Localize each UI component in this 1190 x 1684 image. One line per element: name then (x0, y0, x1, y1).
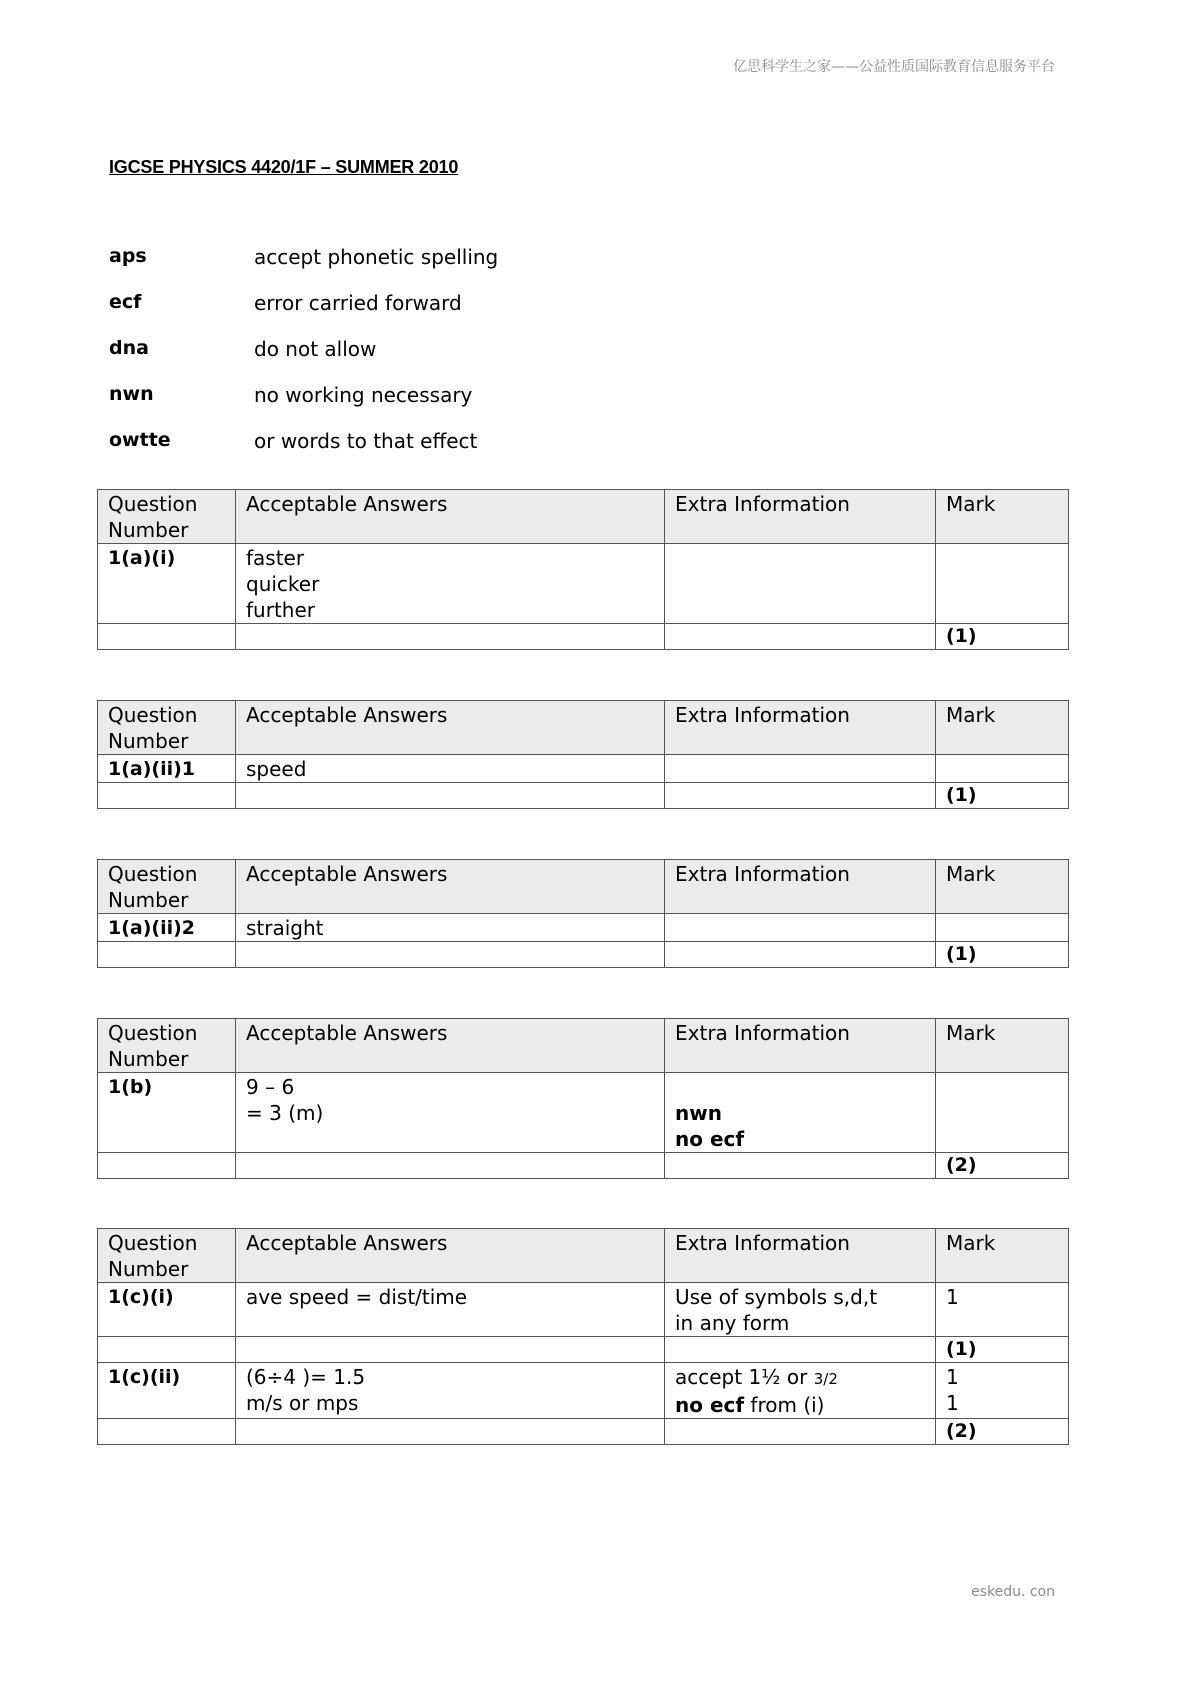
page-title: IGCSE PHYSICS 4420/1F – SUMMER 2010 (109, 157, 459, 177)
abbreviation-key: owtte (109, 429, 171, 451)
total-row (98, 942, 1069, 968)
total-row (98, 783, 1069, 809)
table-row (98, 914, 1069, 942)
question-number: 1(c)(i) (98, 1283, 236, 1337)
abbreviation-key: dna (109, 337, 149, 359)
extra-information-header: Extra Information (665, 860, 936, 914)
mark-header: Mark (936, 860, 1069, 914)
total-mark: (1) (936, 783, 1069, 809)
acceptable-answers-header: Acceptable Answers (236, 860, 665, 914)
acceptable-answers: straight (236, 914, 665, 942)
question-number: 1(a)(ii)1 (98, 755, 236, 783)
table-header-row (98, 1019, 1069, 1073)
question-number-header: Question Number (98, 701, 236, 755)
question-number-header: Question Number (98, 860, 236, 914)
table-header-row (98, 1229, 1069, 1283)
abbreviation-key: ecf (109, 291, 142, 313)
question-number: 1(a)(ii)2 (98, 914, 236, 942)
abbreviation-row (109, 383, 809, 429)
extra-information: accept 1½ or 3/2 no ecf from (i) (665, 1363, 936, 1419)
total-row (98, 1153, 1069, 1179)
mark (936, 544, 1069, 624)
extra-information (665, 914, 936, 942)
mark: 1 (936, 1283, 1069, 1337)
acceptable-answers: faster quicker further (236, 544, 665, 624)
total-mark: (1) (936, 624, 1069, 650)
total-row (98, 1419, 1069, 1445)
abbreviation-row (109, 291, 809, 337)
abbreviation-meaning: accept phonetic spelling (254, 245, 499, 269)
acceptable-answers-header: Acceptable Answers (236, 1229, 665, 1283)
table-row (98, 544, 1069, 624)
total-mark: (1) (936, 1337, 1069, 1363)
mark-header: Mark (936, 490, 1069, 544)
mark-header: Mark (936, 1019, 1069, 1073)
mark-scheme-table-1c (97, 1228, 1069, 1445)
mark-scheme-table-1a-i (97, 489, 1069, 650)
mark (936, 914, 1069, 942)
extra-information-header: Extra Information (665, 1019, 936, 1073)
total-mark: (2) (936, 1153, 1069, 1179)
extra-information-header: Extra Information (665, 490, 936, 544)
abbreviation-meaning: do not allow (254, 337, 377, 361)
total-row (98, 1337, 1069, 1363)
mark-scheme-table-1a-ii-2 (97, 859, 1069, 968)
acceptable-answers-header: Acceptable Answers (236, 701, 665, 755)
abbreviation-list (109, 245, 809, 475)
abbreviation-row (109, 337, 809, 383)
extra-information-header: Extra Information (665, 1229, 936, 1283)
acceptable-answers-header: Acceptable Answers (236, 1019, 665, 1073)
extra-information: nwn no ecf (665, 1073, 936, 1153)
question-number: 1(a)(i) (98, 544, 236, 624)
question-number-header: Question Number (98, 490, 236, 544)
mark-scheme-table-1a-ii-1 (97, 700, 1069, 809)
abbreviation-meaning: or words to that effect (254, 429, 478, 453)
table-row (98, 1283, 1069, 1337)
extra-information-header: Extra Information (665, 701, 936, 755)
abbreviation-key: nwn (109, 383, 154, 405)
acceptable-answers: (6÷4 )= 1.5 m/s or mps (236, 1363, 665, 1419)
question-number: 1(c)(ii) (98, 1363, 236, 1419)
abbreviation-meaning: error carried forward (254, 291, 462, 315)
mark: 1 1 (936, 1363, 1069, 1419)
mark (936, 1073, 1069, 1153)
table-header-row (98, 490, 1069, 544)
acceptable-answers: speed (236, 755, 665, 783)
table-header-row (98, 701, 1069, 755)
abbreviation-key: aps (109, 245, 147, 267)
header-watermark: 亿思科学生之家——公益性质国际教育信息服务平台 (733, 59, 1055, 75)
mark-header: Mark (936, 1229, 1069, 1283)
mark-scheme-table-1b (97, 1018, 1069, 1179)
extra-information: Use of symbols s,d,t in any form (665, 1283, 936, 1337)
abbreviation-row (109, 245, 809, 291)
footer-watermark: eskedu. con (971, 1584, 1055, 1600)
extra-information (665, 544, 936, 624)
abbreviation-row (109, 429, 809, 475)
total-mark: (1) (936, 942, 1069, 968)
mark (936, 755, 1069, 783)
table-header-row (98, 860, 1069, 914)
acceptable-answers-header: Acceptable Answers (236, 490, 665, 544)
extra-information (665, 755, 936, 783)
question-number-header: Question Number (98, 1019, 236, 1073)
total-row (98, 624, 1069, 650)
table-row (98, 755, 1069, 783)
acceptable-answers: ave speed = dist/time (236, 1283, 665, 1337)
mark-header: Mark (936, 701, 1069, 755)
total-mark: (2) (936, 1419, 1069, 1445)
question-number-header: Question Number (98, 1229, 236, 1283)
question-number: 1(b) (98, 1073, 236, 1153)
table-row (98, 1363, 1069, 1419)
acceptable-answers: 9 – 6 = 3 (m) (236, 1073, 665, 1153)
abbreviation-meaning: no working necessary (254, 383, 473, 407)
table-row (98, 1073, 1069, 1153)
